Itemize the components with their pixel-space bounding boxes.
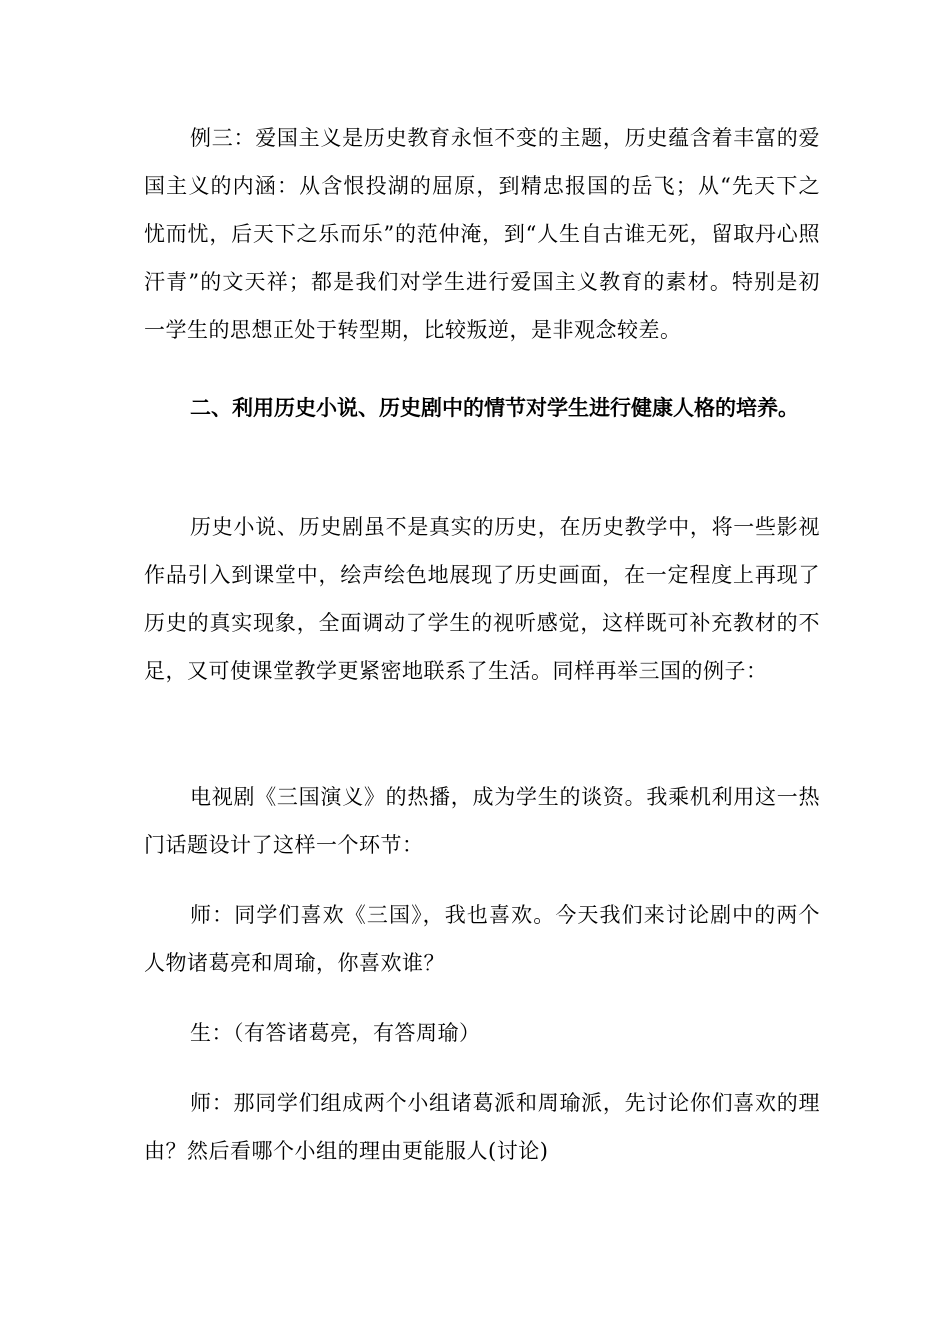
section-heading: 二、利用历史小说、历史剧中的情节对学生进行健康人格的培养。	[190, 395, 799, 420]
paragraph-teacher-groups: 师：那同学们组成两个小组诸葛派和周瑜派，先讨论你们喜欢的理由？然后看哪个小组的理由更能服人(讨论)	[144, 1091, 820, 1163]
paragraph-novels-dramas: 历史小说、历史剧虽不是真实的历史，在历史教学中，将一些影视作品引入到课堂中，绘声绘色地展现了历史画面，在一定程度上再现了历史的真实现象，全面调动了学生的视听感觉，这样既可补充教材的不足，又可使课堂教学更紧密地联系了生活。同样再举三国的例子：	[144, 515, 820, 683]
paragraph-tv-series: 电视剧《三国演义》的热播，成为学生的谈资。我乘机利用这一热门话题设计了这样一个环节：	[144, 785, 820, 857]
paragraph-example-three: 例三：爱国主义是历史教育永恒不变的主题，历史蕴含着丰富的爱国主义的内涵：从含恨投湖的屈原，到精忠报国的岳飞；从“先天下之忧而忧，后天下之乐而乐”的范仲淹，到“人生自古谁无死，留取丹心照汗青”的文天祥；都是我们对学生进行爱国主义教育的素材。特别是初一学生的思想正处于转型期，比较叛逆，是非观念较差。	[144, 126, 820, 342]
paragraph-student-answer: 生：（有答诸葛亮，有答周瑜）	[190, 1021, 481, 1045]
paragraph-teacher-question: 师：同学们喜欢《三国》，我也喜欢。今天我们来讨论剧中的两个人物诸葛亮和周瑜，你喜欢谁？	[144, 903, 820, 975]
